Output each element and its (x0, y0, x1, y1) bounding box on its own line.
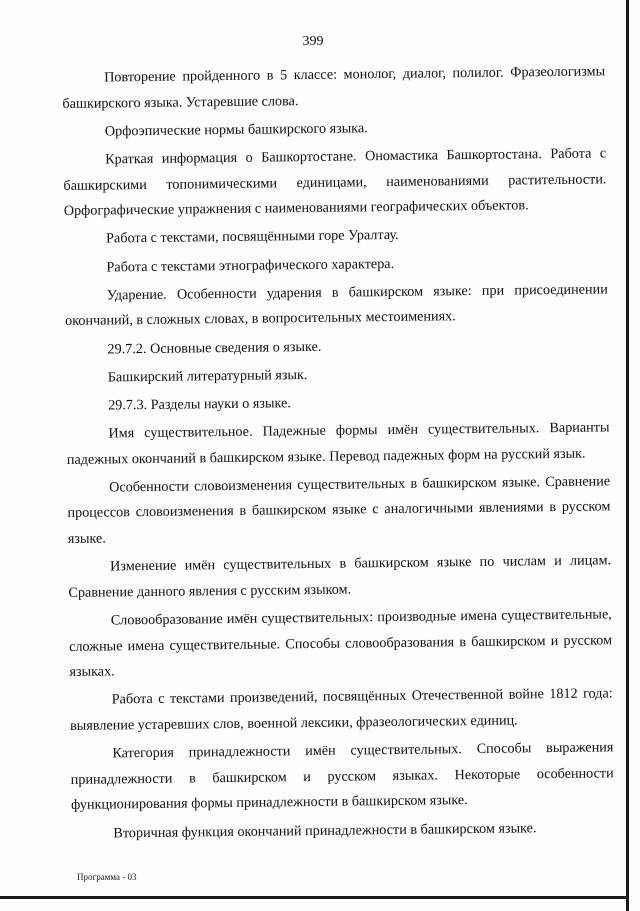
paragraph: Работа с текстами, посвящёнными горе Уралтау. (106, 227, 399, 247)
paragraph: Ударение. Особенности ударения в башкирском языке: при присоединении окончаний, в сложных словах, в вопросительных местоимениях. (65, 281, 608, 330)
scan-edge-right (626, 0, 629, 911)
paragraph: Словообразование имён существительных: производные имена существительные, сложные имена существительные. Способы словообразования в башкирском и русском языках. (68, 606, 613, 681)
section-heading: 29.7.3. Разделы науки о языке. (108, 395, 291, 414)
paragraph: Вторичная функция окончаний принадлежности в башкирском языке. (113, 819, 537, 841)
paragraph: Работа с текстами произведений, посвящённых Отечественной войне 1812 года: выявление устаревших слов, военной лексики, фразеологических единиц. (69, 685, 613, 734)
paragraph: Особенности словоизменения существительных в башкирском языке. Сравнение процессов словоизменения в башкирском языке с аналогичными явлениями в русском языке. (67, 473, 611, 547)
page-body (62, 59, 615, 849)
paragraph: Имя существительное. Падежные формы имён существительных. Варианты падежных окончаний в башкирском языке. Перевод падежных форм на русский язык. (66, 419, 610, 468)
paragraph: Изменение имён существительных в башкирском языке по числам и лицам. Сравнение данного явления с русским языком. (68, 552, 612, 601)
paragraph: Краткая информация о Башкортостане. Ономастика Башкортостана. Работа с башкирскими топонимическими единицами, наименованиями растительности. Орфографические упражнения с наименованиями географических объектов. (63, 145, 607, 220)
page-number: 399 (302, 34, 324, 49)
section-heading: 29.7.2. Основные сведения о языке. (107, 338, 322, 357)
paragraph: Орфоэпические нормы башкирского языка. (104, 120, 368, 140)
scan-edge-bottom (0, 896, 629, 899)
paragraph: Башкирский литературный язык. (107, 366, 308, 386)
paragraph: Повторение пройденного в 5 классе: монолог, диалог, полилог. Фразеологизмы башкирского языка. Устаревшие слова. (62, 63, 606, 112)
paragraph: Работа с текстами этнографического характера. (106, 255, 395, 276)
paragraph: Категория принадлежности имён существительных. Способы выражения принадлежности в башкирском и русском языках. Некоторые особенности функционирования формы принадлежности в башкирском языке. (70, 739, 614, 814)
footer-label: Программа - 03 (77, 872, 137, 882)
